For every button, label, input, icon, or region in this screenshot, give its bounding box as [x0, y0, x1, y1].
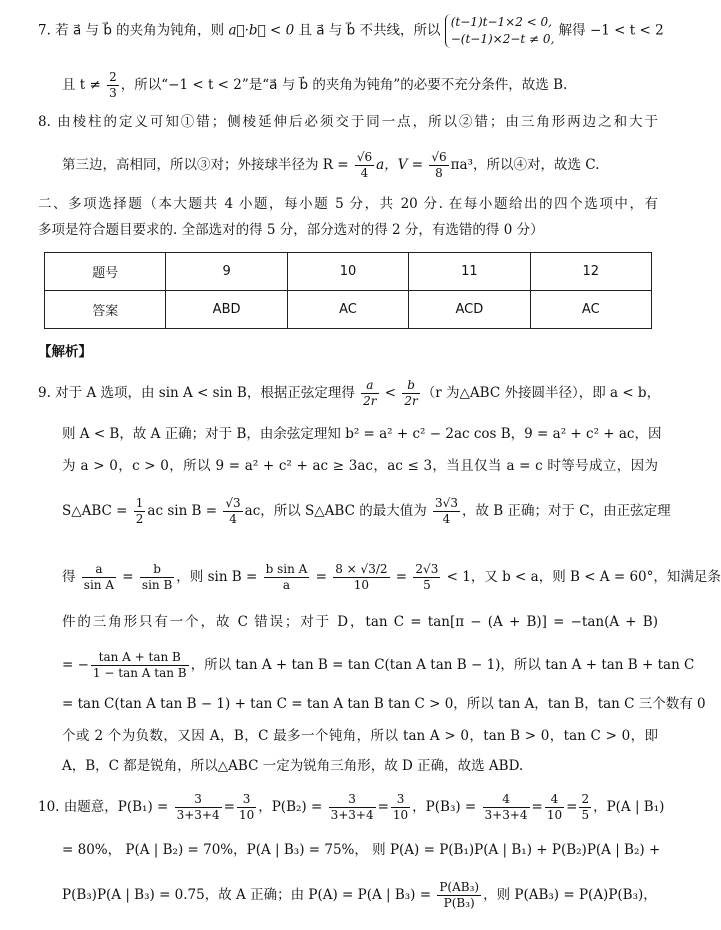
fraction-num: √3 — [225, 496, 241, 510]
q7-text: 且 a⃗ 与 b⃗ 不共线，所以 — [294, 22, 445, 39]
q8-line-1: 8. 由棱柱的定义可知①错；侧棱延伸后必须交于同一点，所以②错；由三角形两边之和大于 — [38, 114, 658, 130]
fraction-den: 3+3+4 — [484, 808, 528, 822]
fraction-den: sin A — [83, 578, 115, 592]
q10-line-2: = 80%， P(A | B₂) = 70%，P(A | B₃) = 75%， 则 P(A) = P(B₁)P(A | B₁) + P(B₂)P(A | B₂) + — [62, 842, 661, 858]
fraction-num: 3 — [237, 792, 256, 808]
fraction-num: b sin A — [265, 562, 308, 576]
table-row — [45, 291, 652, 329]
fraction-num: P(AB₃) — [439, 880, 480, 894]
fraction-den: 5 — [581, 808, 590, 822]
fraction-num: 1 — [135, 496, 144, 510]
fraction-den: 10 — [353, 578, 370, 592]
q10-text: P(B₃)P(A | B₃) = 0.75，故 A 正确；由 P(A) = P(A | B₃) = — [62, 887, 436, 903]
q7-text: 解得 −1 < t < 2 — [554, 22, 664, 39]
fraction-num: a — [82, 562, 116, 578]
q9-text: 得 — [62, 569, 80, 585]
fraction — [545, 792, 564, 823]
q9-text: 9. 对于 A 选项，由 sin A < sin B，根据正弦定理得 — [38, 385, 360, 401]
fraction-den: P(B₃) — [443, 896, 475, 910]
q8-text: 第三边，高相同，所以③对；外接球半径为 R = — [62, 157, 353, 173]
q9-text: S△ABC = — [62, 503, 132, 519]
q9-text: （r 为△ABC 外接圆半径），即 a < b， — [421, 385, 661, 401]
fraction-den: 10 — [392, 808, 409, 822]
fraction-num: tan A + tan B — [91, 650, 189, 666]
fraction-num: 8 × √3/2 — [335, 562, 388, 576]
fraction — [237, 792, 256, 823]
q9-line-6: 件的三角形只有一个，故 C 错误；对于 D，tan C = tan[π − (A + B)] = −tan(A + B) — [62, 614, 658, 630]
fraction-den: 2 — [135, 512, 144, 526]
q10-text: ，P(B₃) = — [412, 799, 481, 815]
fraction — [107, 70, 119, 101]
q7-line-2 — [62, 70, 658, 101]
q9-text: ，所以 tan A + tan B = tan C(tan A tan B − 1)，所以 tan A + tan B + tan C — [190, 657, 695, 673]
q9-text: = − — [62, 657, 89, 673]
fraction — [361, 378, 378, 409]
table-header-cell: 题号 — [45, 253, 166, 291]
fraction-num: √6 — [431, 150, 447, 164]
fraction — [579, 792, 591, 823]
fraction-den: 4 — [229, 512, 237, 526]
fraction — [437, 880, 481, 911]
table-header-cell: 12 — [530, 253, 651, 291]
fraction — [264, 562, 310, 593]
fraction — [433, 496, 460, 527]
fraction-den: 4 — [360, 166, 369, 180]
q10-text: ，P(B₂) = — [258, 799, 327, 815]
q9-text: = — [118, 569, 138, 585]
fraction — [391, 792, 410, 823]
fraction — [413, 562, 440, 593]
fraction-num: b — [140, 562, 174, 578]
fraction — [483, 792, 530, 823]
fraction-den: 8 — [435, 166, 443, 180]
q10-text: ，则 P(AB₃) = P(A)P(B₃)， — [483, 887, 657, 903]
section-2-heading-line-2: 多项是符合题目要求的. 全部选对的得 5 分，部分选对的得 2 分，有选错的得 0 分） — [38, 222, 544, 238]
q9-text: ac sin B = — [147, 503, 222, 519]
q10-line-3 — [62, 880, 658, 911]
fraction-num: a — [361, 378, 378, 394]
fraction — [82, 562, 116, 593]
table-cell: ABD — [166, 291, 287, 329]
fraction — [140, 562, 174, 593]
table-cell: 答案 — [45, 291, 166, 329]
section-2-heading-line-1: 二、多项选择题（本大题共 4 小题，每小题 5 分，共 20 分. 在每小题给出的四个选项中，有 — [38, 196, 658, 212]
fraction — [333, 562, 389, 593]
q9-text: ac，所以 S△ABC 的最大值为 — [244, 503, 432, 519]
fraction — [355, 150, 374, 181]
q9-line-1 — [38, 378, 661, 409]
fraction — [91, 650, 189, 681]
fraction — [134, 496, 146, 527]
fraction — [175, 792, 222, 823]
q9-text: < 1，又 b < a，则 B < A = 60°，知满足条 — [442, 569, 721, 585]
q7-line-1 — [38, 14, 664, 48]
table-cell: ACD — [409, 291, 530, 329]
fraction-den: 4 — [442, 512, 451, 526]
fraction-den: sin B — [141, 578, 173, 592]
table-cell: AC — [530, 291, 651, 329]
q7-text: 7. 若 a⃗ 与 b⃗ 的夹角为钝角，则 — [38, 22, 229, 39]
fraction-num: 2 — [581, 792, 590, 806]
q9-text: = — [311, 569, 332, 585]
fraction-num: 4 — [545, 792, 564, 808]
fraction — [402, 378, 419, 409]
fraction-den: 3+3+4 — [330, 808, 374, 822]
fraction-den: 3+3+4 — [176, 808, 220, 822]
fraction — [329, 792, 376, 823]
fraction-num: 3 — [391, 792, 410, 808]
q10-text: ，P(A | B₁) — [593, 799, 665, 815]
q10-text: 10. 由题意，P(B₁) = — [38, 799, 173, 815]
answer-table — [44, 252, 652, 329]
analysis-heading: 【解析】 — [38, 344, 92, 360]
q7-system-eq-2: −(t−1)×2−t ≠ 0, — [450, 32, 555, 46]
fraction — [429, 150, 448, 181]
q7-text: ，所以“−1 < t < 2”是“a⃗ 与 b⃗ 的夹角为钝角”的必要不充分条件，故选 B. — [120, 77, 568, 93]
q9-line-4 — [62, 496, 671, 527]
q8-text: a，V = — [376, 157, 428, 173]
table-header-cell: 11 — [409, 253, 530, 291]
fraction — [223, 496, 242, 527]
fraction-den: 10 — [238, 808, 255, 822]
q9-text: = — [391, 569, 412, 585]
q9-text: ，故 B 正确；对于 C，由正弦定理 — [461, 503, 671, 519]
table-cell: AC — [287, 291, 408, 329]
q7-math: a⃗·b⃗ < 0 — [228, 22, 295, 39]
q9-line-9: 个或 2 个为负数，又因 A，B，C 最多一个钝角，所以 tan A > 0，tan B > 0，tan C > 0，即 — [62, 728, 658, 744]
table-header-cell: 10 — [287, 253, 408, 291]
table-header-cell: 9 — [166, 253, 287, 291]
q7-equation-system — [445, 14, 555, 48]
q9-line-7 — [62, 650, 695, 681]
q7-system-eq-1: (t−1)t−1×2 < 0, — [450, 15, 552, 29]
fraction-den: 2r — [404, 394, 418, 408]
q9-line-8: = tan C(tan A tan B − 1) + tan C = tan A tan B tan C > 0，所以 tan A，tan B，tan C 三个数有 0 — [62, 696, 706, 712]
fraction-num: 3√3 — [435, 496, 458, 510]
q10-line-1: 10. 由题意，P(B₁) = $\frac{3}{3+3+4}$ = $\frac{3}{10}$ ，P(B₂) = $\frac{3}{3+3+4}$ = $\frac{3}{10}$ ，P(B₃) = $\frac{4}{3+3+4}$ = $\frac{4}{10}$ = $\frac{2}{5}$ ，P(A | B₁) — [38, 792, 665, 822]
fraction-den: 1 − tan A tan B — [92, 666, 187, 680]
q9-text: < — [380, 385, 401, 401]
q9-line-5 — [62, 562, 721, 593]
fraction-num: b — [402, 378, 419, 394]
q9-line-10: A，B，C 都是锐角，所以△ABC 一定为锐角三角形，故 D 正确，故选 ABD. — [62, 758, 524, 774]
q8-text: πa³，所以④对，故选 C. — [450, 157, 600, 173]
fraction-num: 2√3 — [415, 562, 439, 576]
fraction-den: a — [282, 578, 291, 592]
q8-line-2 — [62, 150, 658, 181]
q7-text: 且 t ≠ — [62, 77, 106, 93]
fraction-num: 3 — [175, 792, 222, 808]
fraction-num: √6 — [356, 150, 373, 164]
table-row — [45, 253, 652, 291]
fraction-num: 2 — [109, 70, 117, 84]
fraction-den: 10 — [546, 808, 563, 822]
fraction-num: 4 — [483, 792, 530, 808]
fraction-den: 5 — [423, 578, 431, 592]
q9-text: ，则 sin B = — [176, 569, 262, 585]
fraction-num: 3 — [329, 792, 376, 808]
fraction-den: 2r — [363, 394, 377, 408]
fraction-den: 3 — [109, 86, 117, 100]
q9-line-3: 为 a > 0，c > 0，所以 9 = a² + c² + ac ≥ 3ac，ac ≤ 3，当且仅当 a = c 时等号成立，因为 — [62, 458, 658, 474]
q9-line-2: 则 A < B，故 A 正确；对于 B，由余弦定理知 b² = a² + c² − 2ac cos B，9 = a² + c² + ac，因 — [62, 426, 662, 442]
